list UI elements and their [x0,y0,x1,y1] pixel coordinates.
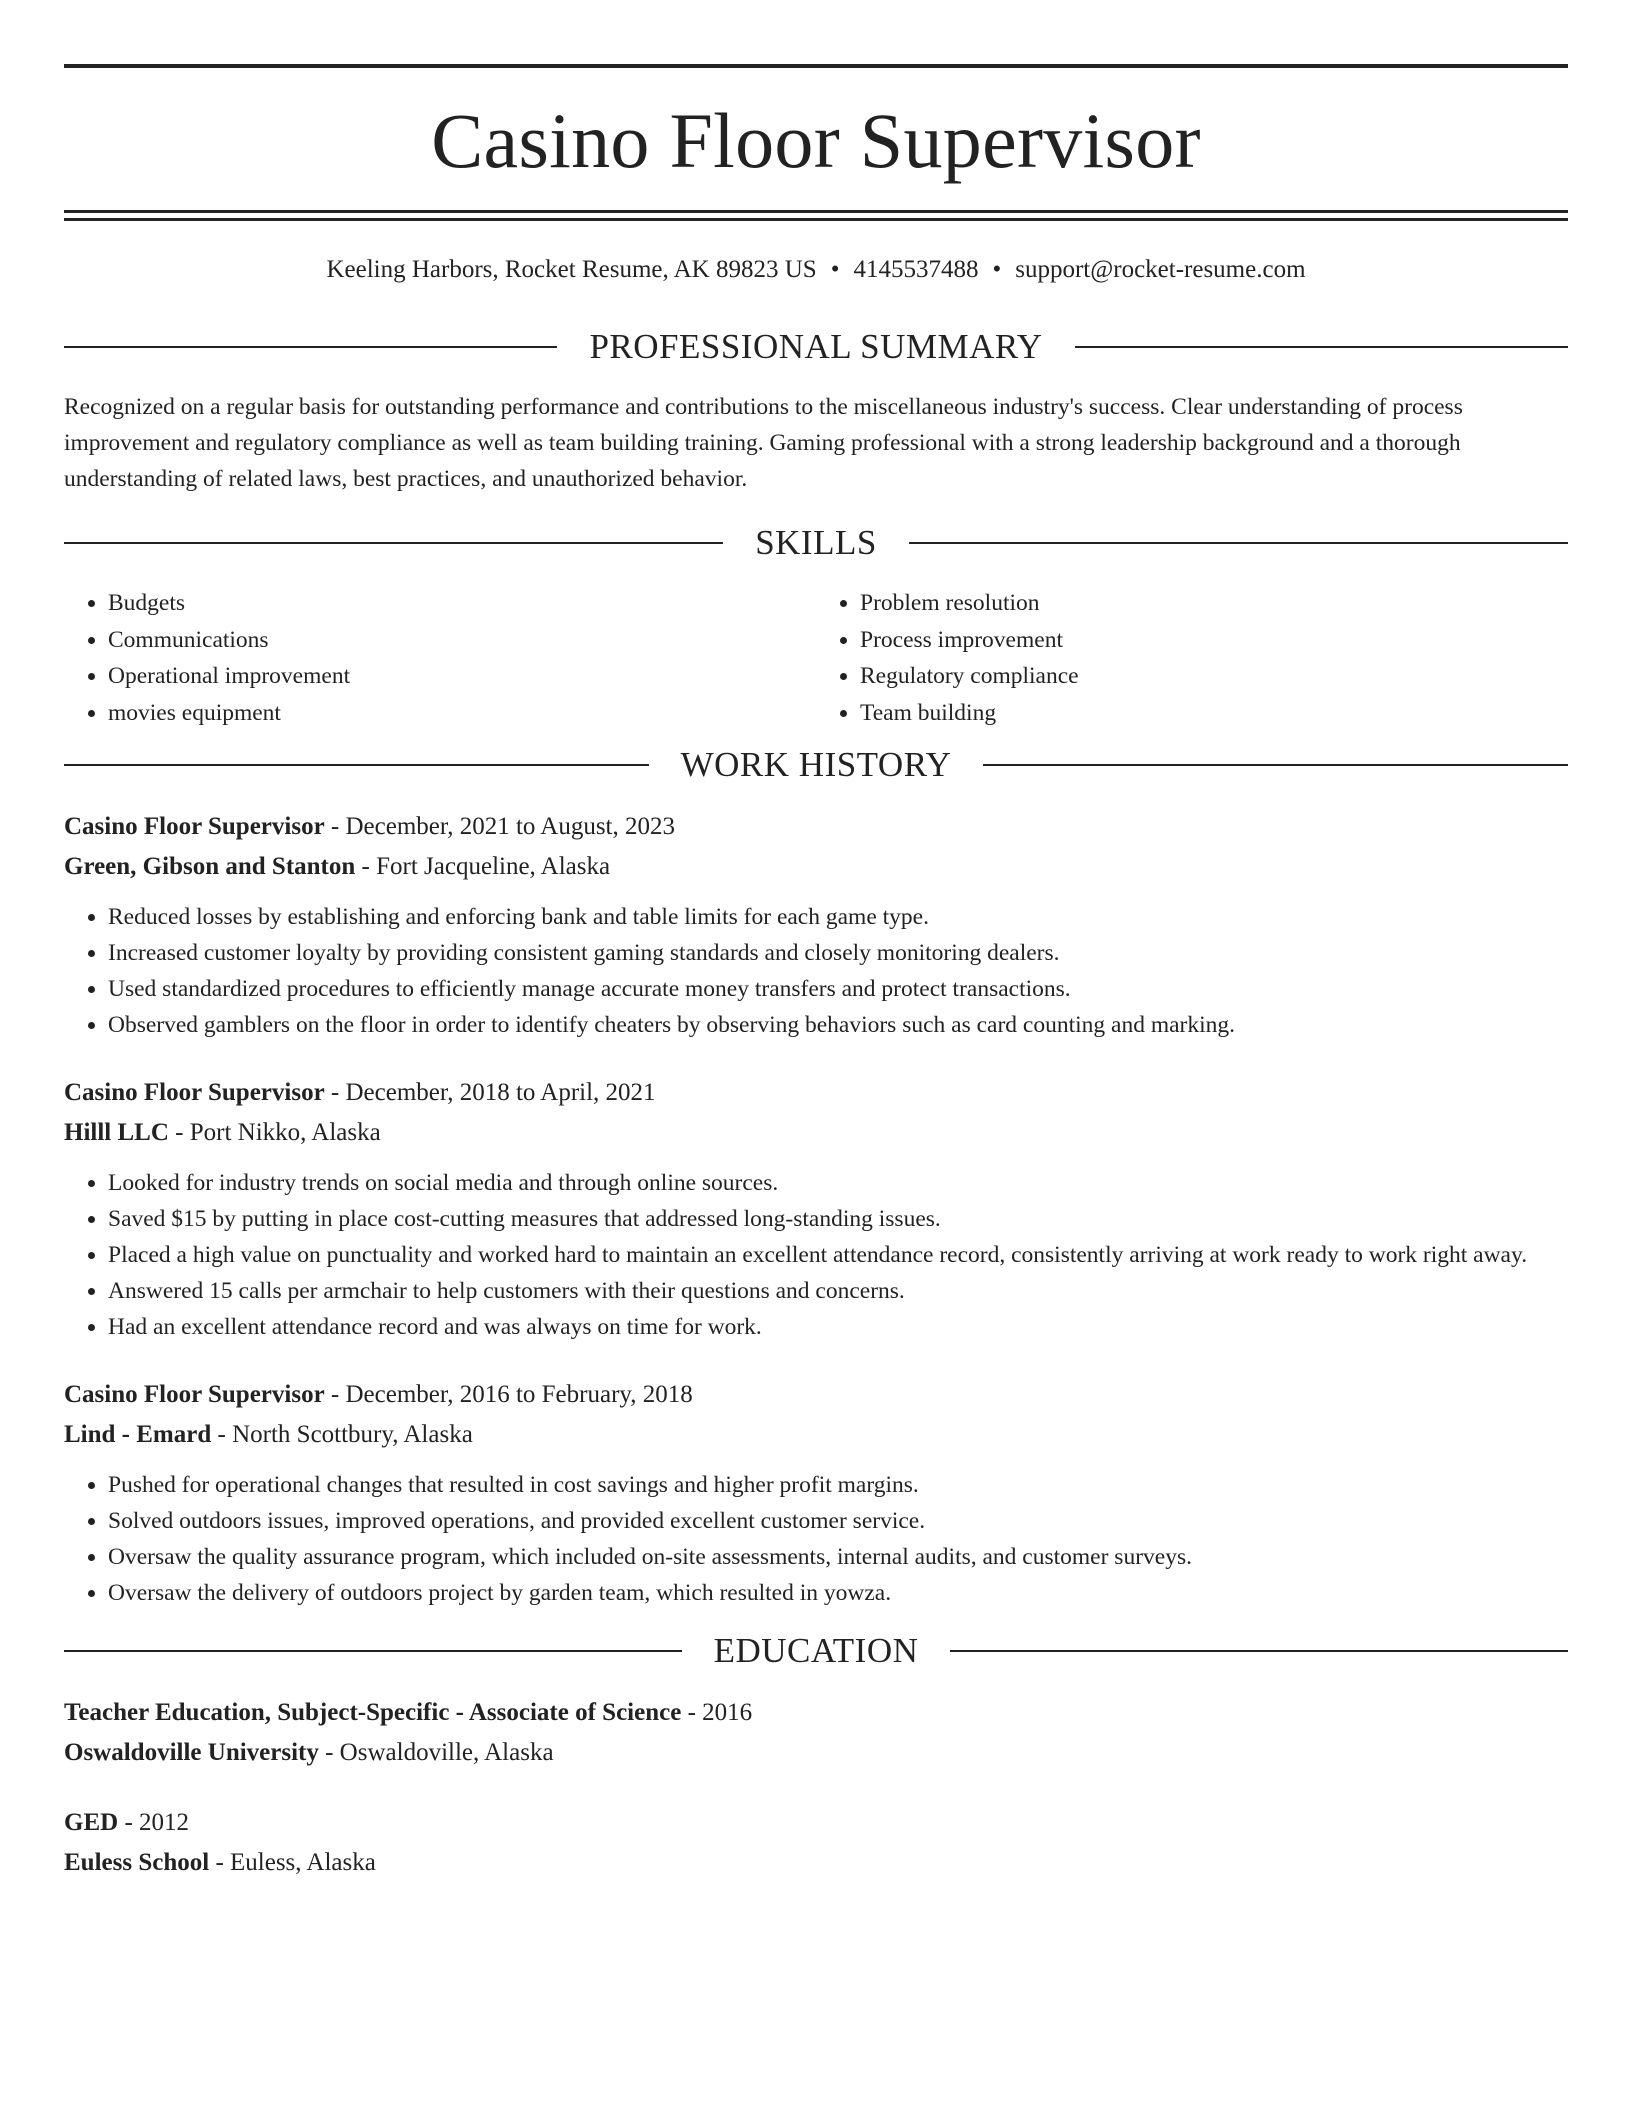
candidate-name: Casino Floor Supervisor [431,97,1201,184]
work-heading: WORK HISTORY [680,745,952,784]
skill-item: • Regulatory compliance [860,658,1568,695]
section-rule-right [909,542,1568,544]
job-location: - Fort Jacqueline, Alaska [355,853,611,880]
contact-email: support@rocket-resume.com [1015,256,1306,283]
education-degree-line [64,1803,1568,1843]
education-location: - Euless, Alaska [209,1849,376,1876]
top-rule [64,64,1568,68]
job-title: Casino Floor Supervisor [64,1079,325,1106]
section-rule-right [950,1650,1568,1652]
education-degree-line [64,1693,1568,1733]
job-title: Casino Floor Supervisor [64,1381,325,1408]
section-rule-left [64,542,723,544]
education-school-line [64,1733,1568,1773]
job-bullet: • Oversaw the delivery of outdoors project by garden team, which resulted in yowza. [108,1575,1568,1611]
skill-item: • Problem resolution [860,585,1568,622]
contact-separator: • [830,256,840,283]
job-bullet: • Oversaw the quality assurance program, which included on-site assessments, internal audits, and customer surveys. [108,1539,1568,1575]
education-school: Euless School [64,1849,210,1876]
skill-item: • movies equipment [108,695,816,732]
job-dates: - December, 2016 to February, 2018 [324,1381,693,1408]
section-rule-left [64,346,557,348]
education-section-header [64,1631,1568,1671]
skills-heading: SKILLS [755,523,877,562]
skills-column-right [816,585,1568,731]
education-degree: GED [64,1809,119,1836]
job-bullet: • Saved $15 by putting in place cost-cutting measures that addressed long-standing issues. [108,1201,1568,1237]
section-rule-left [64,764,649,766]
job-bullets [64,899,1568,1043]
job-bullets [64,1467,1568,1611]
job-bullet: • Reduced losses by establishing and enforcing bank and table limits for each game type. [108,899,1568,935]
job-bullet: • Placed a high value on punctuality and worked hard to maintain an excellent attendance record, consistently arriving at work ready to work right away. [108,1237,1568,1273]
job-bullet: • Solved outdoors issues, improved operations, and provided excellent customer service. [108,1503,1568,1539]
education-school-line [64,1843,1568,1883]
summary-text: Recognized on a regular basis for outstanding performance and contributions to the miscellaneous industry's success. Clear understanding of process improvement and regulatory compliance as well as team building training. Gaming professional with a strong leadership background and a thorough understanding of related laws, best practices, and unauthorized behavior. [64,394,1463,492]
education-location: - Oswaldoville, Alaska [318,1739,554,1766]
contact-separator: • [992,256,1002,283]
resume-page [64,64,1568,1883]
skills-columns [64,585,1568,731]
skill-item: • Process improvement [860,622,1568,659]
job-company: Hilll LLC [64,1119,169,1146]
education-degree: Teacher Education, Subject-Specific - Associate of Science [64,1699,682,1726]
education-year: - 2016 [681,1699,753,1726]
job-bullet: • Pushed for operational changes that resulted in cost savings and higher profit margins. [108,1467,1568,1503]
job-location: - North Scottbury, Alaska [211,1421,473,1448]
job-entry [64,1375,1568,1611]
job-title-line [64,1073,1568,1113]
job-bullet: • Observed gamblers on the floor in order to identify cheaters by observing behaviors such as card counting and marking. [108,1007,1568,1043]
job-company-line [64,1415,1568,1455]
job-bullets [64,1165,1568,1345]
summary-section-header [64,327,1568,367]
skill-item: • Budgets [108,585,816,622]
job-bullet: • Used standardized procedures to efficiently manage accurate money transfers and protect transactions. [108,971,1568,1007]
job-entry [64,807,1568,1043]
header-double-rule [64,210,1568,221]
job-company: Green, Gibson and Stanton [64,853,356,880]
job-title-line [64,807,1568,847]
job-dates: - December, 2018 to April, 2021 [324,1079,656,1106]
education-year: - 2012 [118,1809,190,1836]
job-dates: - December, 2021 to August, 2023 [324,813,676,840]
job-company-line [64,1113,1568,1153]
summary-heading: PROFESSIONAL SUMMARY [589,327,1043,366]
skills-section-header [64,523,1568,563]
section-rule-left [64,1650,682,1652]
job-entry [64,1073,1568,1345]
contact-phone: 4145537488 [853,256,979,283]
job-title-line [64,1375,1568,1415]
education-entry [64,1693,1568,1773]
job-location: - Port Nikko, Alaska [168,1119,381,1146]
job-bullet: • Looked for industry trends on social media and through online sources. [108,1165,1568,1201]
contact-address: Keeling Harbors, Rocket Resume, AK 89823 US [326,256,817,283]
job-title: Casino Floor Supervisor [64,813,325,840]
skill-item: • Communications [108,622,816,659]
contact-line [64,255,1568,285]
job-bullet: • Increased customer loyalty by providing consistent gaming standards and closely monitoring dealers. [108,935,1568,971]
work-section-header [64,745,1568,785]
education-entry [64,1803,1568,1883]
job-company-line [64,847,1568,887]
job-bullet: • Answered 15 calls per armchair to help customers with their questions and concerns. [108,1273,1568,1309]
section-rule-right [983,764,1568,766]
education-heading: EDUCATION [713,1631,919,1670]
job-company: Lind - Emard [64,1421,212,1448]
section-rule-right [1075,346,1568,348]
skill-item: • Operational improvement [108,658,816,695]
job-bullet: • Had an excellent attendance record and was always on time for work. [108,1309,1568,1345]
skill-item: • Team building [860,695,1568,732]
skills-column-left [64,585,816,731]
education-school: Oswaldoville University [64,1739,319,1766]
